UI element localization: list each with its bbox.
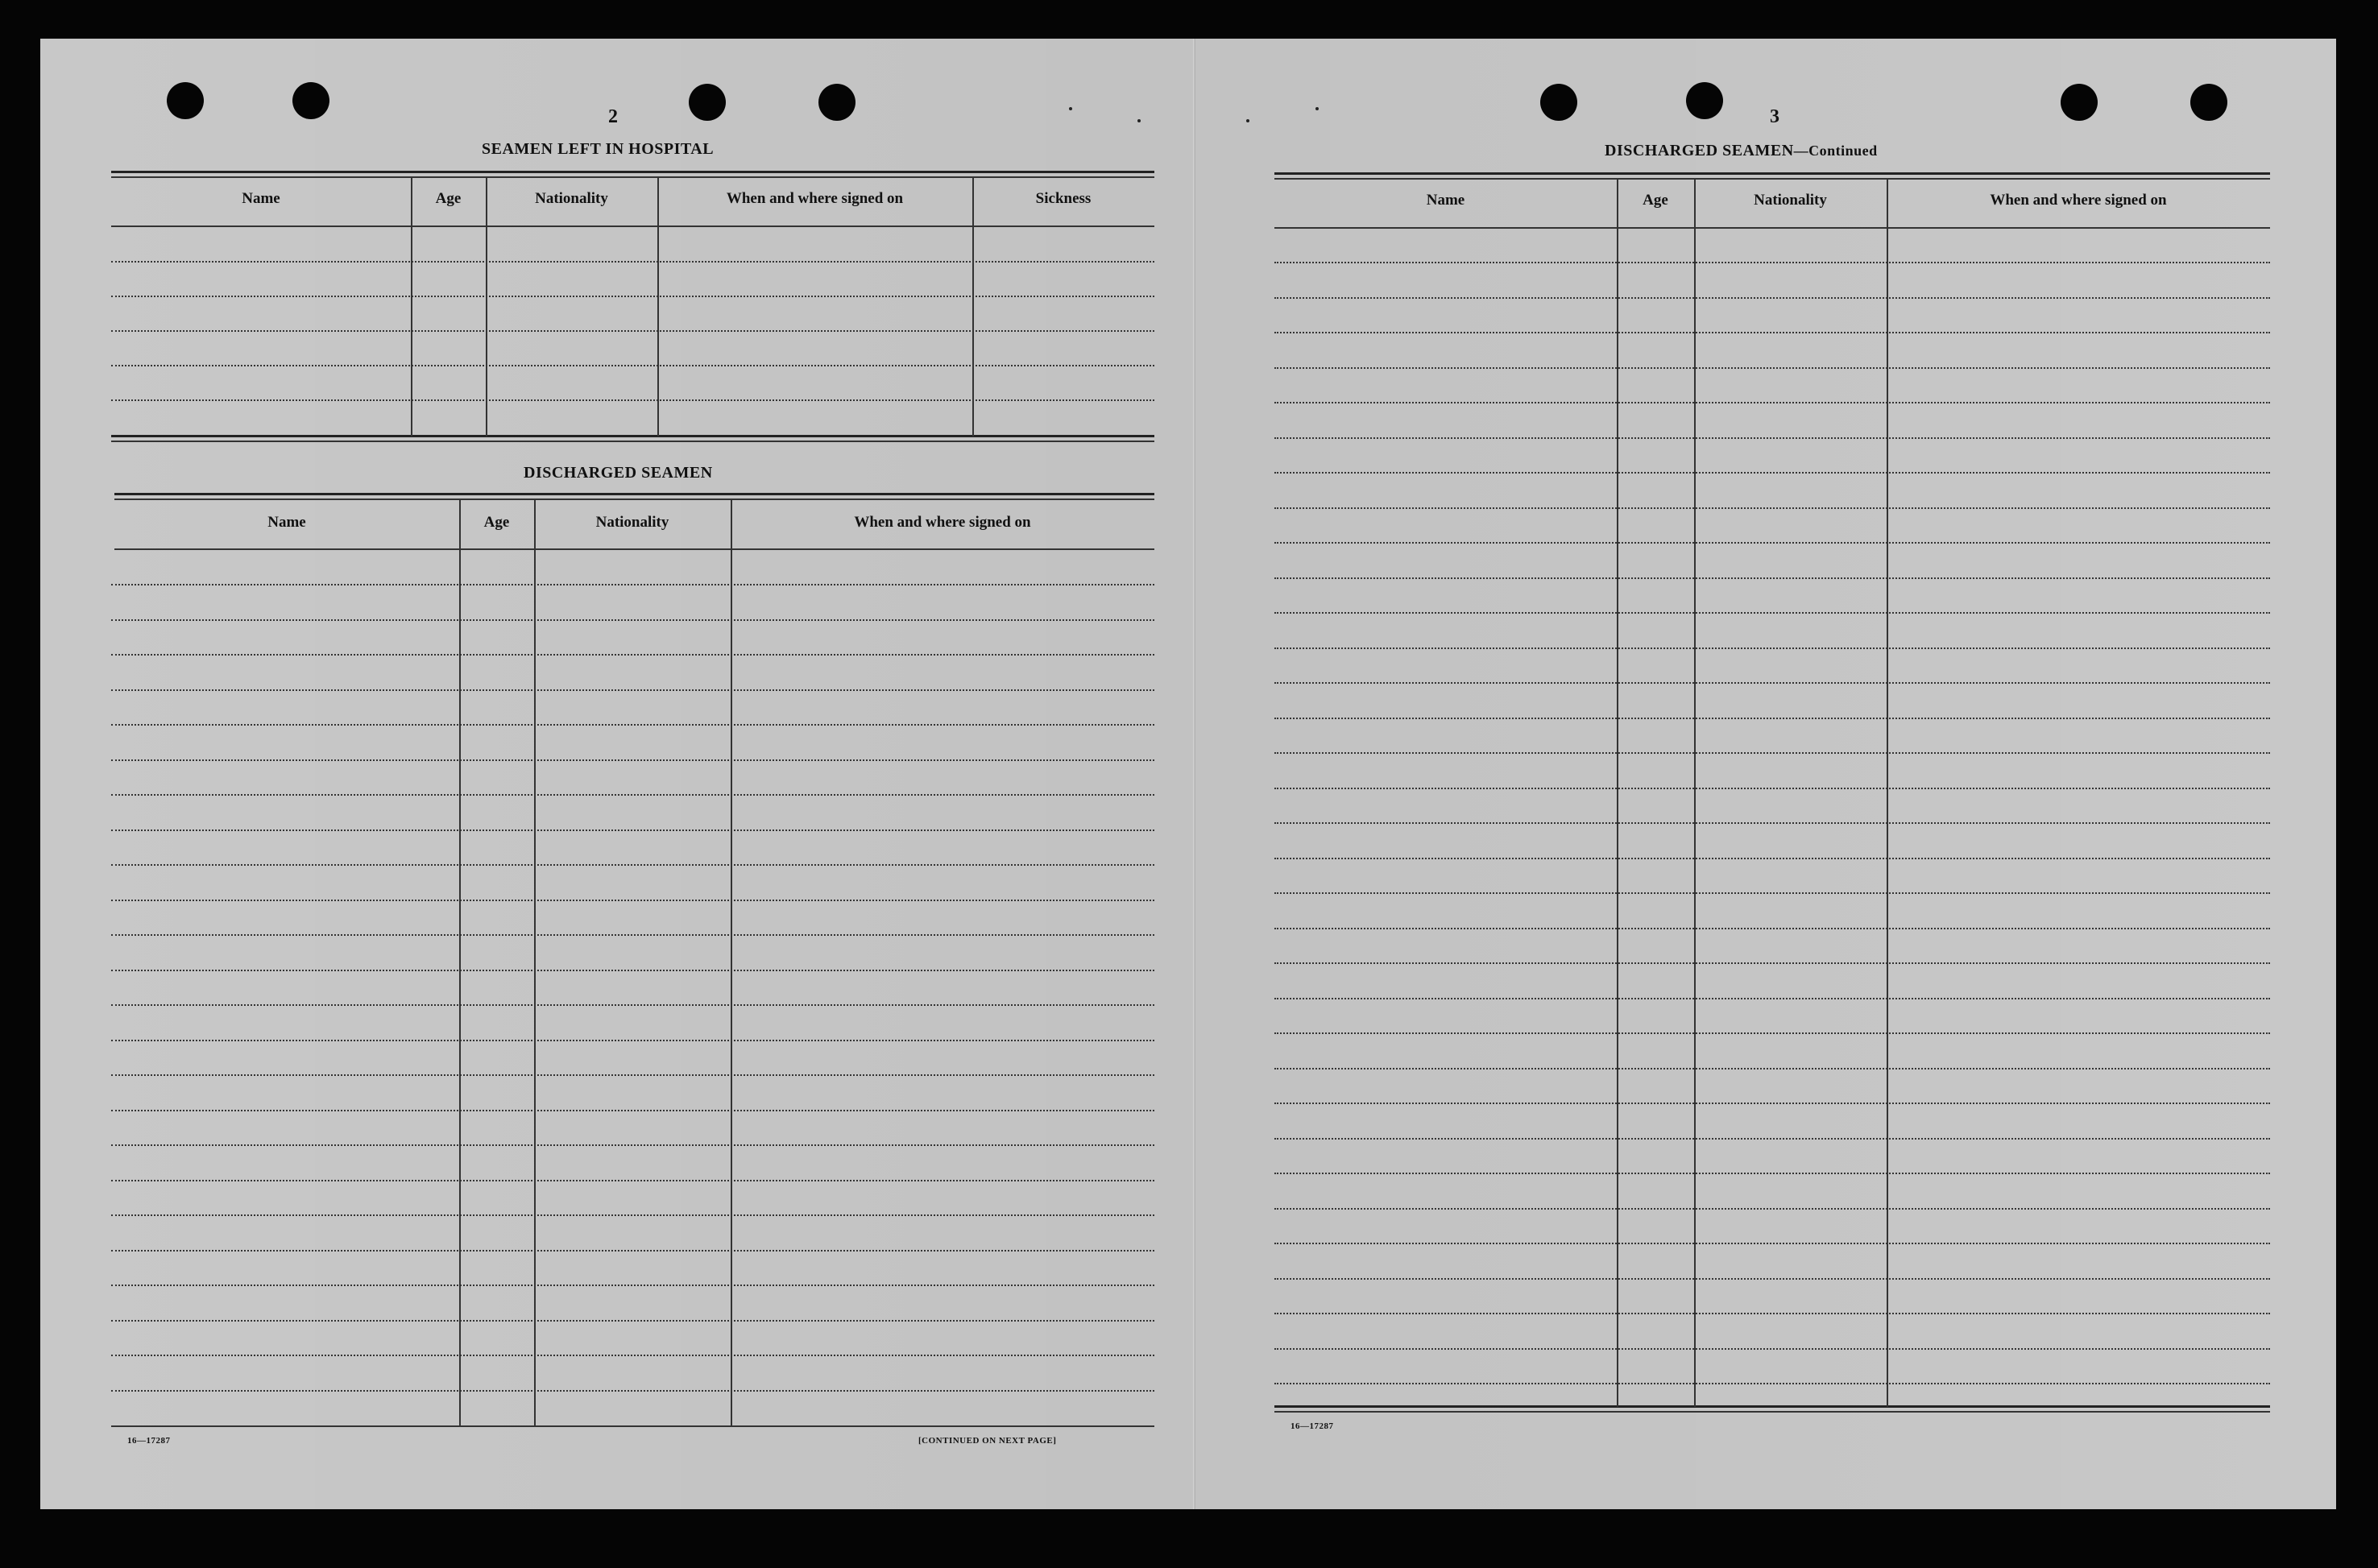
hospital-top-rule-2 bbox=[111, 176, 1154, 178]
right-bottom-rule-2 bbox=[1274, 1411, 2270, 1413]
document-paper bbox=[40, 39, 2336, 1509]
table-row bbox=[111, 1250, 1154, 1252]
discharged-col-nationality: Nationality bbox=[595, 514, 669, 531]
discharged-bottom-rule bbox=[111, 1425, 1154, 1427]
right-col-nationality: Nationality bbox=[1754, 192, 1827, 209]
form-number: 16—17287 bbox=[1290, 1421, 1334, 1431]
right-bottom-rule bbox=[1274, 1405, 2270, 1408]
hospital-section-title: SEAMEN LEFT IN HOSPITAL bbox=[482, 140, 715, 158]
title-main: DISCHARGED SEAMEN bbox=[1605, 142, 1794, 159]
punch-hole bbox=[167, 82, 204, 119]
punch-hole bbox=[689, 84, 726, 121]
table-row bbox=[1274, 718, 2270, 719]
table-row bbox=[111, 724, 1154, 726]
discharged-col-divider bbox=[534, 499, 536, 1425]
right-col-divider bbox=[1887, 179, 1888, 1407]
table-row bbox=[1274, 822, 2270, 824]
table-row bbox=[111, 1285, 1154, 1286]
table-row bbox=[1274, 1032, 2270, 1034]
table-row bbox=[111, 399, 1154, 401]
table-row bbox=[111, 900, 1154, 901]
hospital-col-divider bbox=[411, 177, 412, 436]
speck bbox=[1315, 107, 1319, 110]
table-row bbox=[111, 970, 1154, 971]
right-col-divider bbox=[1617, 179, 1618, 1407]
discharged-top-rule-2 bbox=[114, 499, 1154, 500]
table-row bbox=[1274, 1348, 2270, 1350]
table-row bbox=[1274, 928, 2270, 929]
page-number: 2 bbox=[608, 106, 618, 127]
hospital-col-nationality: Nationality bbox=[535, 190, 608, 207]
punch-hole bbox=[2061, 84, 2098, 121]
table-row bbox=[111, 1004, 1154, 1006]
page-number: 3 bbox=[1770, 106, 1779, 127]
table-row bbox=[111, 365, 1154, 366]
punch-hole bbox=[2190, 84, 2227, 121]
table-row bbox=[1274, 788, 2270, 789]
right-col-name: Name bbox=[1426, 192, 1465, 209]
table-row bbox=[111, 654, 1154, 656]
table-row bbox=[1274, 892, 2270, 894]
continued-note: [CONTINUED ON NEXT PAGE] bbox=[918, 1436, 1057, 1446]
table-row bbox=[1274, 998, 2270, 999]
table-row bbox=[1274, 262, 2270, 263]
title-suffix: —Continued bbox=[1793, 143, 1878, 159]
right-header-rule bbox=[1274, 227, 2270, 229]
punch-hole bbox=[1686, 82, 1723, 119]
punch-hole bbox=[1540, 84, 1577, 121]
hospital-col-name: Name bbox=[242, 190, 280, 207]
table-row bbox=[1274, 472, 2270, 474]
right-col-age: Age bbox=[1643, 192, 1668, 209]
table-row bbox=[1274, 1383, 2270, 1384]
table-row bbox=[1274, 542, 2270, 544]
table-row bbox=[111, 864, 1154, 866]
table-row bbox=[1274, 402, 2270, 403]
table-row bbox=[1274, 437, 2270, 439]
table-row bbox=[111, 1180, 1154, 1181]
punch-hole bbox=[292, 82, 329, 119]
table-row bbox=[1274, 752, 2270, 754]
table-row bbox=[1274, 1278, 2270, 1280]
hospital-col-sickness: Sickness bbox=[1035, 190, 1092, 207]
hospital-header-rule bbox=[111, 225, 1154, 227]
table-row bbox=[111, 261, 1154, 263]
table-row bbox=[111, 689, 1154, 691]
table-row bbox=[1274, 1103, 2270, 1104]
table-row bbox=[1274, 1208, 2270, 1210]
discharged-col-divider bbox=[731, 499, 732, 1425]
discharged-header-rule bbox=[114, 548, 1154, 550]
table-row bbox=[111, 584, 1154, 585]
speck bbox=[1246, 119, 1249, 122]
table-row bbox=[111, 330, 1154, 332]
table-row bbox=[1274, 1313, 2270, 1314]
table-row bbox=[111, 1320, 1154, 1322]
discharged-top-rule bbox=[114, 493, 1154, 495]
right-col-divider bbox=[1694, 179, 1696, 1407]
speck bbox=[1069, 107, 1072, 110]
punch-hole bbox=[818, 84, 856, 121]
table-row bbox=[111, 619, 1154, 621]
table-row bbox=[1274, 647, 2270, 649]
hospital-top-rule bbox=[111, 171, 1154, 173]
table-row bbox=[1274, 507, 2270, 509]
hospital-col-signed-on: When and where signed on bbox=[726, 190, 904, 207]
table-row bbox=[1274, 1243, 2270, 1244]
discharged-col-name: Name bbox=[267, 514, 306, 531]
table-row bbox=[1274, 297, 2270, 299]
table-row bbox=[111, 1355, 1154, 1356]
table-row bbox=[111, 1390, 1154, 1392]
speck bbox=[1137, 119, 1141, 122]
table-row bbox=[111, 794, 1154, 796]
table-row bbox=[1274, 1173, 2270, 1174]
hospital-col-age: Age bbox=[435, 190, 462, 207]
table-row bbox=[111, 1074, 1154, 1076]
table-row bbox=[1274, 682, 2270, 684]
right-top-rule-2 bbox=[1274, 178, 2270, 180]
table-row bbox=[111, 759, 1154, 761]
table-row bbox=[1274, 577, 2270, 579]
table-row bbox=[1274, 962, 2270, 964]
hospital-bottom-rule-2 bbox=[111, 441, 1154, 442]
table-row bbox=[111, 1214, 1154, 1216]
right-top-rule bbox=[1274, 172, 2270, 175]
table-row bbox=[1274, 1068, 2270, 1069]
discharged-col-age: Age bbox=[483, 514, 510, 531]
hospital-col-divider bbox=[486, 177, 487, 436]
hospital-col-divider bbox=[972, 177, 974, 436]
discharged-col-signed-on: When and where signed on bbox=[854, 514, 1031, 531]
hospital-col-divider bbox=[657, 177, 659, 436]
right-col-signed-on: When and where signed on bbox=[1990, 192, 2167, 209]
form-number: 16—17287 bbox=[127, 1436, 171, 1446]
table-row bbox=[111, 830, 1154, 831]
table-row bbox=[111, 1110, 1154, 1111]
table-row bbox=[111, 1040, 1154, 1041]
center-fold bbox=[1193, 39, 1195, 1509]
table-row bbox=[1274, 1138, 2270, 1140]
discharged-section-title: DISCHARGED SEAMEN bbox=[524, 464, 713, 482]
table-row bbox=[111, 1144, 1154, 1146]
table-row bbox=[111, 296, 1154, 297]
table-row bbox=[111, 934, 1154, 936]
table-row bbox=[1274, 367, 2270, 369]
hospital-bottom-rule bbox=[111, 435, 1154, 437]
table-row bbox=[1274, 332, 2270, 333]
discharged-col-divider bbox=[459, 499, 461, 1425]
table-row bbox=[1274, 858, 2270, 859]
discharged-continued-title bbox=[1605, 142, 1878, 160]
table-row bbox=[1274, 612, 2270, 614]
